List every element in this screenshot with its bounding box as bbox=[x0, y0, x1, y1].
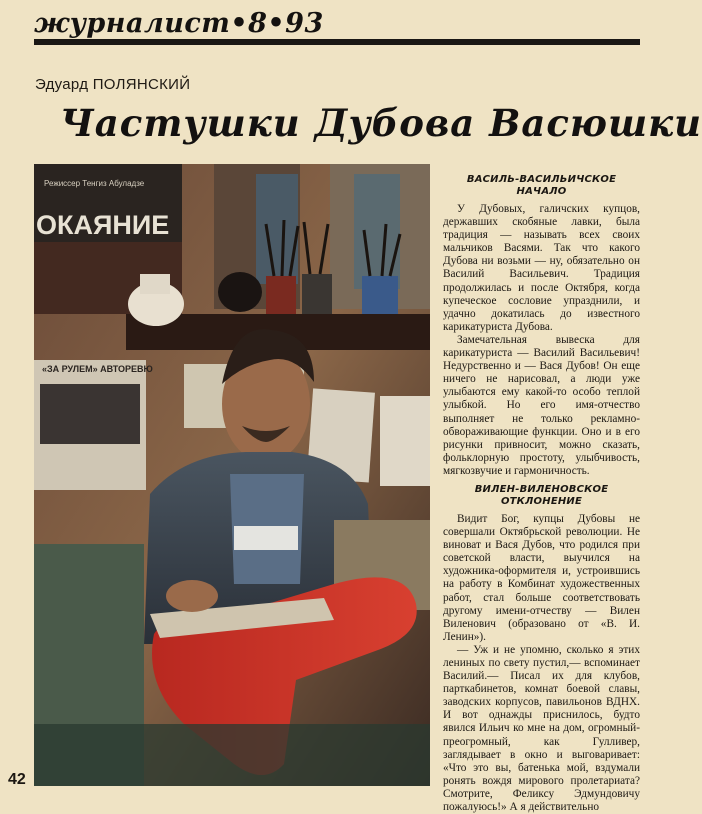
paragraph: Замечательная вывеска для карикатуриста — Василий Васильевич! Недурственно и — Вася Дубов! Он еще ничего не нарисовал, а люди уже улыбаются ему какой-то особо теплой улыбкой. Но его имя-отчество выполняет не только рекламно-обвораживающие функции. Оно и в его рисунки привносит, можно сказать, фольклорную простоту, улыбчивость, мягкозвучие и гармоничность. bbox=[443, 333, 640, 477]
article-title: Частушки Дубова Васюшки bbox=[60, 101, 702, 145]
page-number: 42 bbox=[8, 771, 26, 788]
poster-caption: Режиссер Тенгиз Абуладзе bbox=[44, 179, 145, 188]
masthead-title: журналист•8•93 bbox=[34, 8, 324, 39]
masthead-rule bbox=[34, 39, 640, 45]
article-photo bbox=[34, 164, 430, 786]
paragraph: У Дубовых, галичских купцов, державших скобяные лавки, была традиция — называть всех своих мальчиков Васями. Так что какого Дубова ни возьми — ну, обязательно он Василий Васильевич. Традиция продолжилась и после Октября, когда купеческое сословие упразднили, и удачно докатилась до известного карикатуриста Дубова. bbox=[443, 203, 640, 333]
masthead-bar bbox=[34, 6, 640, 46]
section-heading: ВАСИЛЬ-ВАСИЛЬИЧСКОЕ НАЧАЛО bbox=[466, 174, 617, 197]
paragraph: — Уж и не упомню, сколько я этих лениных по свету пустил,— вспоминает Василий.— Писал их для клубов, парткабинетов, комнат боевой славы, заводских корпусов, павильонов ВДНХ. И вот однажды приснилось, будто явился Ильич ко мне на дом, огромный-преогромный, как Гулливер, заглядывает в окно и выговаривает: «Что это вы, батенька мой, вздумали ронять вождя мирового пролетариата? Смотрите, Феликсу Эдмундовичу пожалуюсь!» А я действительно bbox=[443, 643, 640, 814]
article-author: Эдуард ПОЛЯНСКИЙ bbox=[35, 76, 191, 93]
poster-word: ОКАЯНИЕ bbox=[36, 210, 170, 240]
paragraph: Видит Бог, купцы Дубовы не совершали Октябрьской революции. Не виноват и Вася Дубов, что родился при советской власти, выучился на художника-оформителя и, устроившись на работу в Комбинат художественных работ, стал больше соответствовать другому имени-отчеству — Вилен Виленович (образовано от «В. И. Ленин»). bbox=[443, 512, 640, 643]
magazine-text: «ЗА РУЛЕМ» АВТОРЕВЮ bbox=[42, 364, 153, 374]
article-text-column bbox=[443, 168, 640, 814]
section-heading: ВИЛЕН-ВИЛЕНОВСКОЕ ОТКЛОНЕНИЕ bbox=[474, 483, 609, 507]
